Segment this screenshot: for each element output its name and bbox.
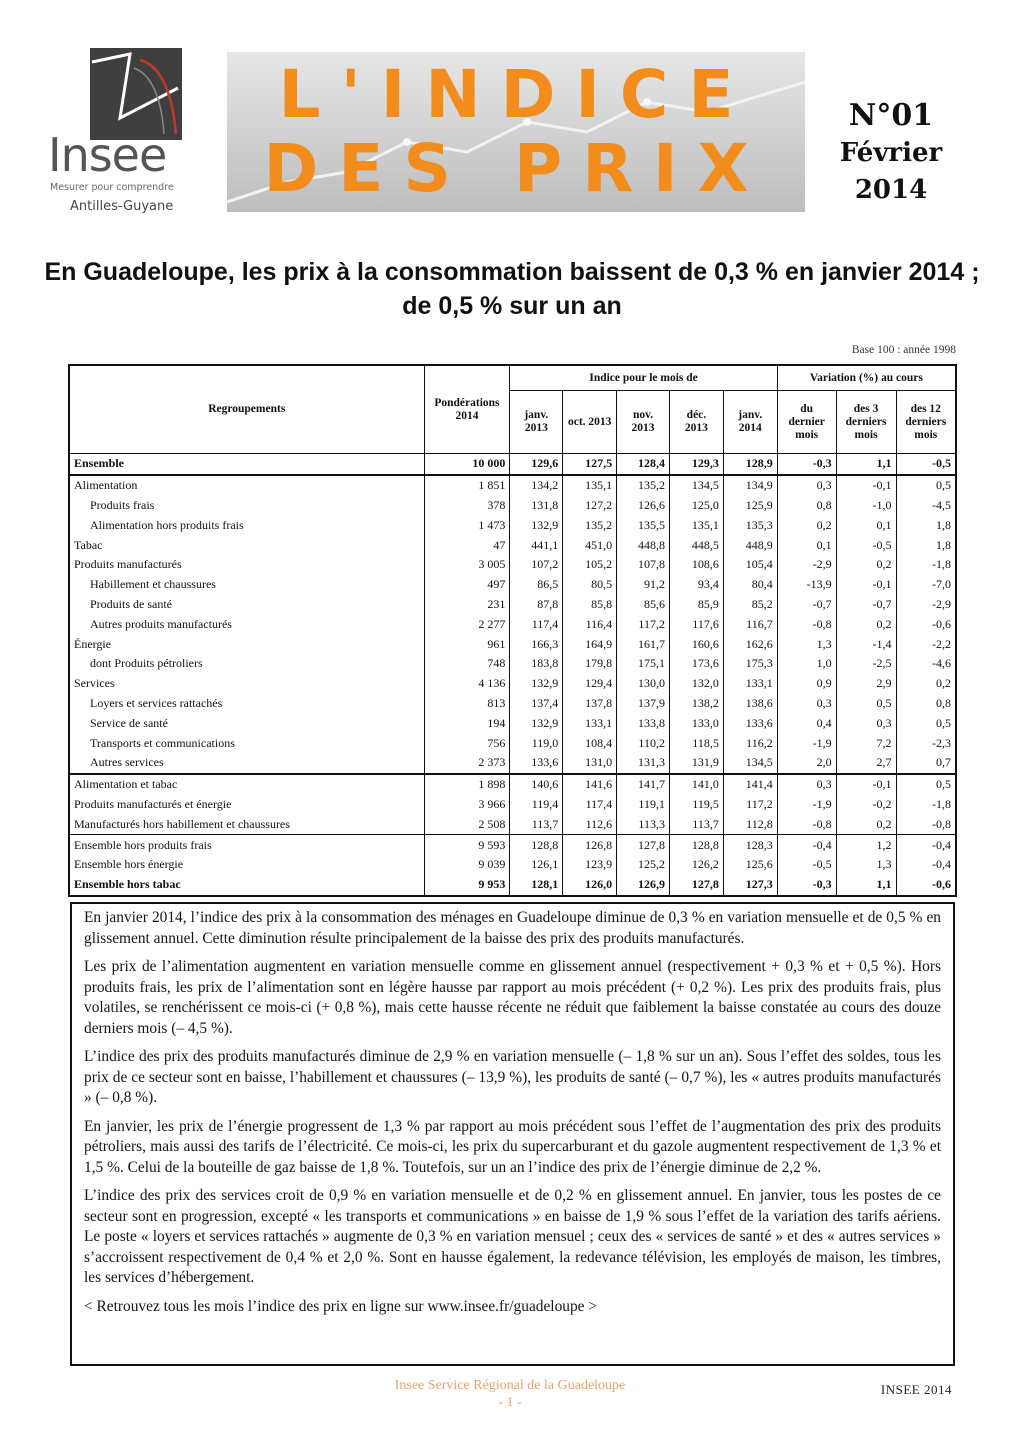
row-index-value: 108,6 — [669, 555, 723, 575]
row-index-value: 127,5 — [563, 454, 617, 475]
row-index-value: 160,6 — [669, 634, 723, 654]
row-index-value: 133,1 — [723, 674, 777, 694]
row-variation-value: -0,4 — [896, 855, 956, 875]
row-label: Produits manufacturés et énergie — [69, 795, 424, 815]
row-index-value: 162,6 — [723, 634, 777, 654]
row-label: Transports et communications — [69, 733, 424, 753]
row-weight: 497 — [424, 575, 510, 595]
row-variation-value: 0,1 — [836, 515, 896, 535]
row-variation-value: 0,2 — [836, 614, 896, 634]
row-index-value: 134,5 — [669, 475, 723, 496]
row-variation-value: -2,3 — [896, 733, 956, 753]
row-index-value: 117,4 — [510, 614, 563, 634]
headline-line2: de 0,5 % sur un an — [402, 292, 622, 320]
row-index-value: 128,9 — [723, 454, 777, 475]
row-variation-value: -0,3 — [777, 454, 836, 475]
row-variation-value: 0,5 — [896, 713, 956, 733]
price-index-table — [68, 364, 957, 897]
table-row — [69, 654, 956, 674]
row-weight: 748 — [424, 654, 510, 674]
row-index-value: 119,1 — [617, 795, 670, 815]
row-weight: 2 373 — [424, 753, 510, 774]
row-index-value: 128,4 — [617, 454, 670, 475]
base-note: Base 100 : année 1998 — [851, 344, 956, 356]
row-weight: 10 000 — [424, 454, 510, 475]
row-index-value: 112,6 — [563, 814, 617, 834]
logo-name: Insee — [48, 128, 167, 182]
row-variation-value: 2,0 — [777, 753, 836, 774]
row-index-value: 129,6 — [510, 454, 563, 475]
table-row — [69, 733, 956, 753]
row-index-value: 133,1 — [563, 713, 617, 733]
row-label: Service de santé — [69, 713, 424, 733]
row-index-value: 130,0 — [617, 674, 670, 694]
row-label: Ensemble hors produits frais — [69, 835, 424, 855]
row-variation-value: 0,2 — [896, 674, 956, 694]
row-index-value: 113,7 — [510, 814, 563, 834]
insee-logo — [48, 130, 198, 214]
row-index-value: 173,6 — [669, 654, 723, 674]
paragraph: Les prix de l’alimentation augmentent en variation mensuelle comme en glissement annuel (respectivement + 0,3 % et + 0,5 %). Hors produits frais, les prix de l’alimentation sont en légère hausse par rapport au mois précédent (+ 0,2 %). Les prix des produits frais, plus volatiles, se renchérissent ce mois-ci (+ 0,8 %), mais cette hausse récente ne réduit que faiblement la baisse constatée au cours des douze derniers mois (– 4,5 %). — [84, 958, 941, 1037]
row-index-value: 132,0 — [669, 674, 723, 694]
row-index-value: 141,0 — [669, 774, 723, 795]
issue-month: Février — [839, 138, 943, 168]
table-row — [69, 875, 956, 896]
row-variation-value: 0,5 — [896, 475, 956, 496]
headline — [30, 255, 994, 323]
header-variation: des 3 derniers mois — [836, 391, 896, 454]
row-index-value: 117,4 — [563, 795, 617, 815]
row-index-value: 133,6 — [510, 753, 563, 774]
row-index-value: 448,8 — [617, 535, 670, 555]
footer-service-name: Insee Service Régional de la Guadeloupe — [394, 1378, 626, 1393]
row-weight: 961 — [424, 634, 510, 654]
header-index-title: Indice pour le mois de — [510, 365, 777, 391]
row-label: Habillement et chaussures — [69, 575, 424, 595]
table-row — [69, 535, 956, 555]
row-variation-value: -0,5 — [836, 535, 896, 555]
row-variation-value: -0,1 — [836, 575, 896, 595]
row-variation-value: -1,9 — [777, 795, 836, 815]
row-weight: 378 — [424, 496, 510, 516]
row-index-value: 93,4 — [669, 575, 723, 595]
row-index-value: 126,8 — [563, 835, 617, 855]
row-weight: 194 — [424, 713, 510, 733]
row-index-value: 131,0 — [563, 753, 617, 774]
row-index-value: 125,9 — [723, 496, 777, 516]
table-body — [69, 454, 956, 896]
row-variation-value: 0,4 — [777, 713, 836, 733]
row-variation-value: -0,4 — [777, 835, 836, 855]
row-variation-value: 0,1 — [777, 535, 836, 555]
row-variation-value: 0,2 — [836, 555, 896, 575]
row-variation-value: 7,2 — [836, 733, 896, 753]
table-row — [69, 694, 956, 714]
row-variation-value: -1,8 — [896, 795, 956, 815]
row-variation-value: -0,2 — [836, 795, 896, 815]
headline-line1: En Guadeloupe, les prix à la consommation baissent de 0,3 % en janvier 2014 ; — [44, 258, 980, 286]
row-variation-value: -0,3 — [777, 875, 836, 896]
header-month: nov. 2013 — [617, 391, 670, 454]
row-index-value: 451,0 — [563, 535, 617, 555]
row-weight: 1 851 — [424, 475, 510, 496]
row-variation-value: -1,9 — [777, 733, 836, 753]
row-variation-value: -0,8 — [777, 614, 836, 634]
row-weight: 3 966 — [424, 795, 510, 815]
footer-copyright: INSEE 2014 — [880, 1382, 952, 1397]
row-index-value: 119,5 — [669, 795, 723, 815]
row-index-value: 135,2 — [617, 475, 670, 496]
row-index-value: 132,9 — [510, 515, 563, 535]
row-label: Produits manufacturés — [69, 555, 424, 575]
table-row — [69, 835, 956, 855]
row-index-value: 118,5 — [669, 733, 723, 753]
header-weights: Pondérations 2014 — [424, 365, 510, 454]
row-index-value: 126,9 — [617, 875, 670, 896]
row-label: Tabac — [69, 535, 424, 555]
row-index-value: 175,1 — [617, 654, 670, 674]
row-index-value: 166,3 — [510, 634, 563, 654]
row-index-value: 127,8 — [617, 835, 670, 855]
row-index-value: 133,8 — [617, 713, 670, 733]
row-index-value: 134,9 — [723, 475, 777, 496]
row-weight: 1 473 — [424, 515, 510, 535]
row-index-value: 113,7 — [669, 814, 723, 834]
header-variation: des 12 derniers mois — [896, 391, 956, 454]
row-label: dont Produits pétroliers — [69, 654, 424, 674]
row-index-value: 117,2 — [617, 614, 670, 634]
row-variation-value: 0,5 — [836, 694, 896, 714]
row-variation-value: -0,8 — [896, 814, 956, 834]
row-index-value: 141,4 — [723, 774, 777, 795]
row-index-value: 132,9 — [510, 713, 563, 733]
row-label: Loyers et services rattachés — [69, 694, 424, 714]
row-label: Ensemble — [69, 454, 424, 475]
row-index-value: 138,6 — [723, 694, 777, 714]
row-index-value: 132,9 — [510, 674, 563, 694]
row-index-value: 86,5 — [510, 575, 563, 595]
row-index-value: 131,9 — [669, 753, 723, 774]
insee-logo-mark — [90, 48, 182, 140]
row-variation-value: -2,2 — [896, 634, 956, 654]
row-index-value: 135,5 — [617, 515, 670, 535]
row-variation-value: -0,5 — [777, 855, 836, 875]
row-index-value: 113,3 — [617, 814, 670, 834]
row-label: Autres services — [69, 753, 424, 774]
row-variation-value: 1,2 — [836, 835, 896, 855]
banner-title-line1: L'INDICE — [278, 56, 754, 133]
row-index-value: 127,3 — [723, 875, 777, 896]
row-index-value: 128,8 — [510, 835, 563, 855]
row-index-value: 85,2 — [723, 595, 777, 615]
row-weight: 9 593 — [424, 835, 510, 855]
table-row — [69, 614, 956, 634]
row-label: Produits de santé — [69, 595, 424, 615]
row-variation-value: -1,0 — [836, 496, 896, 516]
row-variation-value: -4,5 — [896, 496, 956, 516]
row-index-value: 108,4 — [563, 733, 617, 753]
row-index-value: 441,1 — [510, 535, 563, 555]
row-index-value: 85,9 — [669, 595, 723, 615]
row-index-value: 448,5 — [669, 535, 723, 555]
row-index-value: 134,2 — [510, 475, 563, 496]
logo-tagline: Mesurer pour comprendre — [50, 182, 174, 193]
row-variation-value: 1,1 — [836, 454, 896, 475]
row-index-value: 140,6 — [510, 774, 563, 795]
row-index-value: 112,8 — [723, 814, 777, 834]
row-variation-value: 0,3 — [777, 774, 836, 795]
row-variation-value: 0,8 — [777, 496, 836, 516]
table-row — [69, 575, 956, 595]
row-label: Ensemble hors énergie — [69, 855, 424, 875]
row-index-value: 131,3 — [617, 753, 670, 774]
page-number: - 1 - — [498, 1395, 522, 1410]
row-label: Alimentation — [69, 475, 424, 496]
row-label: Autres produits manufacturés — [69, 614, 424, 634]
row-weight: 2 508 — [424, 814, 510, 834]
row-weight: 756 — [424, 733, 510, 753]
row-label: Alimentation et tabac — [69, 774, 424, 795]
table-row — [69, 496, 956, 516]
row-index-value: 105,2 — [563, 555, 617, 575]
row-weight: 231 — [424, 595, 510, 615]
table-row — [69, 555, 956, 575]
row-label: Alimentation hors produits frais — [69, 515, 424, 535]
row-index-value: 107,8 — [617, 555, 670, 575]
row-index-value: 175,3 — [723, 654, 777, 674]
table-row — [69, 713, 956, 733]
row-index-value: 125,6 — [723, 855, 777, 875]
row-index-value: 125,0 — [669, 496, 723, 516]
paragraph: En janvier, les prix de l’énergie progressent de 1,3 % par rapport au mois précédent sous l’effet de l’augmentation des prix des produits pétroliers, mais aussi des tarifs de l’électricité. Ce mois-ci, les prix du supercarburant et du gazole augmentent respectivement de 1,3 % et 1,5 %. Celui de la bouteille de gaz baisse de 1,8 %. Toutefois, sur un an l’indice des prix de l’énergie diminue de 2,2 %. — [84, 1117, 941, 1176]
row-index-value: 134,5 — [723, 753, 777, 774]
table-row — [69, 814, 956, 834]
row-label: Services — [69, 674, 424, 694]
row-variation-value: 2,7 — [836, 753, 896, 774]
row-index-value: 141,7 — [617, 774, 670, 795]
row-index-value: 119,4 — [510, 795, 563, 815]
row-index-value: 116,7 — [723, 614, 777, 634]
table-row — [69, 795, 956, 815]
row-weight: 4 136 — [424, 674, 510, 694]
row-index-value: 179,8 — [563, 654, 617, 674]
row-index-value: 110,2 — [617, 733, 670, 753]
paragraph: En janvier 2014, l’indice des prix à la consommation des ménages en Guadeloupe diminue de 0,3 % en variation mensuelle et de 0,5 % en glissement annuel. Cette diminution résulte principalement de la baisse des prix des produits manufacturés. — [84, 909, 941, 947]
header-group: Regroupements — [69, 365, 424, 454]
row-index-value: 117,2 — [723, 795, 777, 815]
table-row — [69, 753, 956, 774]
header-month: oct. 2013 — [563, 391, 617, 454]
row-variation-value: -2,9 — [896, 595, 956, 615]
row-index-value: 105,4 — [723, 555, 777, 575]
row-variation-value: -0,5 — [896, 454, 956, 475]
row-index-value: 135,3 — [723, 515, 777, 535]
paragraph: L’indice des prix des services croit de 0,9 % en variation mensuelle et de 0,2 % en glissement annuel. En janvier, tous les postes de ce secteur sont en progression, excepté « les transports et communications » en baisse de 1,9 % sous l’effet de la variation des tarifs aériens. Le poste « loyers et services rattachés » augmente de 0,3 % en variation mensuel ; ceux des « services de santé » et des « autres services » s’accroissent respectivement de 0,4 % et 2,0 %. Sont en hausse également, la redevance télévision, les employés de maison, les timbres, les services d’hébergement. — [84, 1187, 941, 1286]
row-index-value: 107,2 — [510, 555, 563, 575]
row-variation-value: -0,4 — [896, 835, 956, 855]
row-variation-value: 2,9 — [836, 674, 896, 694]
row-weight: 9 953 — [424, 875, 510, 896]
row-index-value: 119,0 — [510, 733, 563, 753]
row-index-value: 116,4 — [563, 614, 617, 634]
header-month: janv. 2014 — [723, 391, 777, 454]
issue-info — [830, 98, 952, 208]
row-index-value: 129,3 — [669, 454, 723, 475]
row-index-value: 123,9 — [563, 855, 617, 875]
row-index-value: 128,1 — [510, 875, 563, 896]
row-variation-value: -4,6 — [896, 654, 956, 674]
row-weight: 1 898 — [424, 774, 510, 795]
table-row — [69, 595, 956, 615]
footer-service — [300, 1377, 720, 1411]
row-index-value: 91,2 — [617, 575, 670, 595]
row-index-value: 126,1 — [510, 855, 563, 875]
row-index-value: 138,2 — [669, 694, 723, 714]
row-index-value: 126,0 — [563, 875, 617, 896]
row-index-value: 116,2 — [723, 733, 777, 753]
row-index-value: 126,2 — [669, 855, 723, 875]
row-variation-value: -0,8 — [777, 814, 836, 834]
row-variation-value: 1,3 — [777, 634, 836, 654]
row-weight: 2 277 — [424, 614, 510, 634]
row-label: Ensemble hors tabac — [69, 875, 424, 896]
row-variation-value: 0,8 — [896, 694, 956, 714]
row-variation-value: 1,8 — [896, 515, 956, 535]
row-variation-value: 1,8 — [896, 535, 956, 555]
row-variation-value: -2,9 — [777, 555, 836, 575]
row-index-value: 80,5 — [563, 575, 617, 595]
row-variation-value: -0,1 — [836, 774, 896, 795]
banner-title-line2: DES PRIX — [263, 130, 769, 207]
row-index-value: 137,8 — [563, 694, 617, 714]
row-index-value: 128,8 — [669, 835, 723, 855]
row-index-value: 133,6 — [723, 713, 777, 733]
issue-number: N°01 — [848, 98, 934, 133]
row-weight: 47 — [424, 535, 510, 555]
header-month: janv. 2013 — [510, 391, 563, 454]
row-variation-value: -2,5 — [836, 654, 896, 674]
row-variation-value: 0,2 — [836, 814, 896, 834]
website-link-note: < Retrouvez tous les mois l’indice des prix en ligne sur www.insee.fr/guadeloupe > — [84, 1297, 598, 1315]
row-index-value: 183,8 — [510, 654, 563, 674]
header-variation: du dernier mois — [777, 391, 836, 454]
row-index-value: 129,4 — [563, 674, 617, 694]
row-variation-value: -7,0 — [896, 575, 956, 595]
row-index-value: 87,8 — [510, 595, 563, 615]
row-index-value: 127,2 — [563, 496, 617, 516]
table-row — [69, 634, 956, 654]
table-row — [69, 515, 956, 535]
commentary-box — [70, 902, 955, 1366]
row-variation-value: 0,7 — [896, 753, 956, 774]
logo-region: Antilles-Guyane — [70, 199, 174, 214]
row-variation-value: 0,2 — [777, 515, 836, 535]
row-index-value: 85,6 — [617, 595, 670, 615]
row-index-value: 164,9 — [563, 634, 617, 654]
row-variation-value: -0,1 — [836, 475, 896, 496]
row-index-value: 137,4 — [510, 694, 563, 714]
row-weight: 3 005 — [424, 555, 510, 575]
paragraph: L’indice des prix des produits manufacturés diminue de 2,9 % en variation mensuelle (– 1,8 % sur un an). Sous l’effet des soldes, tous les prix de ce secteur sont en baisse, l’habillement et chaussures (– 13,9 %), les produits de santé (– 0,7 %), les « autres produits manufacturés » (– 0,8 %). — [84, 1048, 941, 1106]
row-variation-value: -0,7 — [777, 595, 836, 615]
row-index-value: 133,0 — [669, 713, 723, 733]
table-row — [69, 454, 956, 475]
row-label: Produits frais — [69, 496, 424, 516]
issue-year: 2014 — [854, 175, 928, 205]
row-index-value: 125,2 — [617, 855, 670, 875]
title-banner — [227, 52, 805, 212]
row-index-value: 80,4 — [723, 575, 777, 595]
row-index-value: 135,2 — [563, 515, 617, 535]
row-index-value: 135,1 — [669, 515, 723, 535]
row-variation-value: 0,3 — [836, 713, 896, 733]
row-label: Manufacturés hors habillement et chaussures — [69, 814, 424, 834]
row-variation-value: 0,9 — [777, 674, 836, 694]
table-row — [69, 774, 956, 795]
row-variation-value: -13,9 — [777, 575, 836, 595]
row-variation-value: 0,5 — [896, 774, 956, 795]
row-variation-value: 1,3 — [836, 855, 896, 875]
row-index-value: 131,8 — [510, 496, 563, 516]
row-weight: 813 — [424, 694, 510, 714]
row-index-value: 161,7 — [617, 634, 670, 654]
row-index-value: 85,8 — [563, 595, 617, 615]
row-index-value: 137,9 — [617, 694, 670, 714]
row-index-value: 126,6 — [617, 496, 670, 516]
row-index-value: 127,8 — [669, 875, 723, 896]
table-row — [69, 674, 956, 694]
row-index-value: 135,1 — [563, 475, 617, 496]
row-variation-value: -0,6 — [896, 614, 956, 634]
row-label: Énergie — [69, 634, 424, 654]
table-row — [69, 475, 956, 496]
row-variation-value: 0,3 — [777, 694, 836, 714]
row-weight: 9 039 — [424, 855, 510, 875]
row-index-value: 128,3 — [723, 835, 777, 855]
row-index-value: 117,6 — [669, 614, 723, 634]
row-variation-value: -0,7 — [836, 595, 896, 615]
row-index-value: 448,9 — [723, 535, 777, 555]
row-variation-value: -0,6 — [896, 875, 956, 896]
table-row — [69, 855, 956, 875]
row-variation-value: 0,3 — [777, 475, 836, 496]
row-variation-value: -1,8 — [896, 555, 956, 575]
header-month: déc. 2013 — [669, 391, 723, 454]
row-variation-value: 1,1 — [836, 875, 896, 896]
header-variation-title: Variation (%) au cours — [777, 365, 956, 391]
row-variation-value: -1,4 — [836, 634, 896, 654]
row-index-value: 141,6 — [563, 774, 617, 795]
row-variation-value: 1,0 — [777, 654, 836, 674]
insee-logo-icon — [90, 48, 182, 140]
